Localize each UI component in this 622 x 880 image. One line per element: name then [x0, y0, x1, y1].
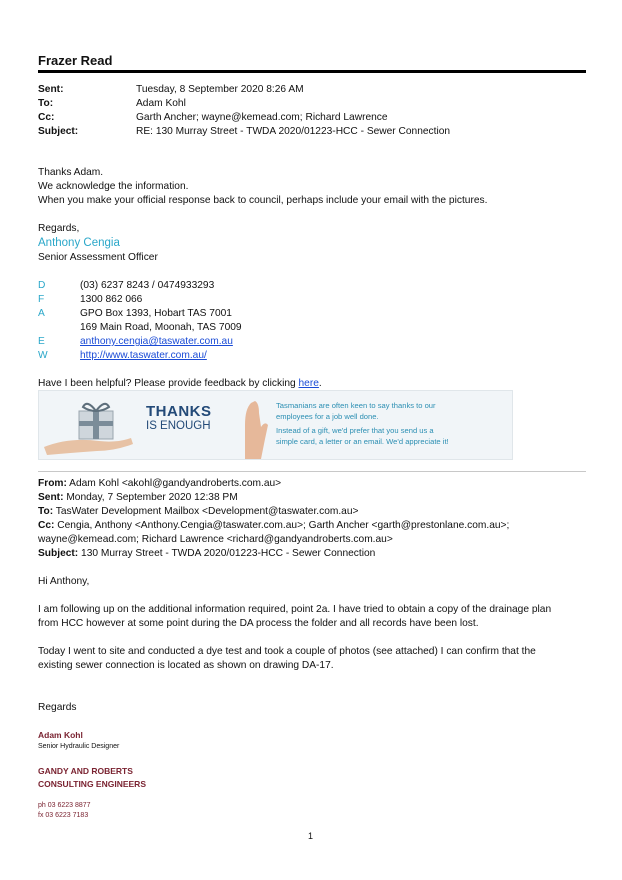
original-from [38, 478, 281, 489]
paragraph-2-line-1: Today I went to site and conducted a dye test and took a couple of photos (see attached) I can confirm that the [38, 646, 536, 657]
reply-line-2: We acknowledge the information. [38, 181, 189, 192]
original-regards: Regards [38, 702, 77, 713]
original-sent [38, 492, 238, 503]
thanks-banner [38, 390, 513, 460]
subject-value: RE: 130 Murray Street - TWDA 2020/01223-HCC - Sewer Connection [136, 126, 451, 137]
phone-label: D [38, 280, 46, 291]
page-number: 1 [308, 831, 314, 841]
sender-name: Frazer Read [38, 53, 113, 68]
greeting: Hi Anthony, [38, 576, 90, 587]
banner-thanks-text: THANKS [146, 403, 212, 420]
website-link[interactable]: http://www.taswater.com.au/ [80, 350, 207, 361]
cc-label: Cc: [38, 112, 55, 123]
to-label: To: [38, 98, 54, 109]
paragraph-2-line-2: existing sewer connection is located as shown on drawing DA-17. [38, 660, 334, 671]
original-cc-value-1: Cengia, Anthony <Anthony.Cengia@taswater.com.au>; Garth Ancher <garth@prestonlane.com.au>; [57, 520, 510, 531]
banner-message-1: Tasmanians are often keen to say thanks to our [276, 401, 436, 410]
banner-message-3: Instead of a gift, we'd prefer that you send us a [276, 426, 434, 435]
address-label: A [38, 308, 45, 319]
paragraph-1-line-1: I am following up on the additional information required, point 2a. I have tried to obtain a copy of the drainage plan [38, 604, 552, 615]
from-value: Adam Kohl <akohl@gandyandroberts.com.au> [69, 478, 282, 489]
feedback-link[interactable]: here [298, 378, 319, 389]
from-label: From: [38, 478, 67, 489]
original-cc [38, 520, 509, 531]
company-fax: fx 03 6223 7183 [38, 812, 89, 819]
banner-message-2: employees for a job well done. [276, 412, 379, 421]
signature-title: Senior Assessment Officer [38, 252, 158, 263]
reply-line-3: When you make your official response back to council, perhaps include your email with the pictures. [38, 195, 488, 206]
subject-label: Subject: [38, 126, 79, 137]
paragraph-1-line-2: from HCC however at some point during the DA process the folder and all records have been lost. [38, 618, 479, 629]
feedback-end: . [318, 378, 322, 389]
address-line-1: GPO Box 1393, Hobart TAS 7001 [80, 308, 232, 319]
phone-value: (03) 6237 8243 / 0474933293 [80, 280, 215, 291]
original-to-label: To: [38, 506, 54, 517]
email-link[interactable]: anthony.cengia@taswater.com.au [80, 336, 233, 347]
company-name-2: CONSULTING ENGINEERS [38, 779, 146, 789]
gift-in-hand-icon [39, 391, 139, 459]
banner-message-4: simple card, a letter or an email. We'd appreciate it! [276, 437, 449, 446]
separator [38, 471, 586, 472]
original-to [38, 506, 358, 517]
feedback-line [38, 378, 322, 389]
original-to-value: TasWater Development Mailbox <Development@taswater.com.au> [55, 506, 359, 517]
reply-regards: Regards, [38, 223, 80, 234]
original-sent-value: Monday, 7 September 2020 12:38 PM [66, 492, 238, 503]
company-phone: ph 03 6223 8877 [38, 802, 91, 809]
address-line-2: 169 Main Road, Moonah, TAS 7009 [80, 322, 242, 333]
sent-label: Sent: [38, 84, 64, 95]
original-cc-value-2: wayne@kemead.com; Richard Lawrence <richard@gandyandroberts.com.au> [38, 534, 393, 545]
original-signature-name: Adam Kohl [38, 730, 83, 740]
fax-label: F [38, 294, 45, 305]
banner-enough-text: IS ENOUGH [146, 420, 211, 432]
original-sent-label: Sent: [38, 492, 64, 503]
original-signature-title: Senior Hydraulic Designer [38, 743, 120, 750]
sent-value: Tuesday, 8 September 2020 8:26 AM [136, 84, 304, 95]
cc-value: Garth Ancher; wayne@kemead.com; Richard Lawrence [136, 112, 388, 123]
stop-hand-icon [235, 391, 271, 459]
email-label: E [38, 336, 45, 347]
original-subject-value: 130 Murray Street - TWDA 2020/01223-HCC - Sewer Connection [81, 548, 376, 559]
fax-value: 1300 862 066 [80, 294, 143, 305]
signature-name: Anthony Cengia [38, 237, 120, 249]
reply-line-1: Thanks Adam. [38, 167, 104, 178]
to-value: Adam Kohl [136, 98, 186, 109]
company-name-1: GANDY AND ROBERTS [38, 766, 133, 776]
header-rule [38, 70, 586, 73]
feedback-text: Have I been helpful? Please provide feedback by clicking [38, 378, 299, 389]
original-subject-label: Subject: [38, 548, 79, 559]
website-label: W [38, 350, 48, 361]
original-subject [38, 548, 375, 559]
original-cc-label: Cc: [38, 520, 55, 531]
